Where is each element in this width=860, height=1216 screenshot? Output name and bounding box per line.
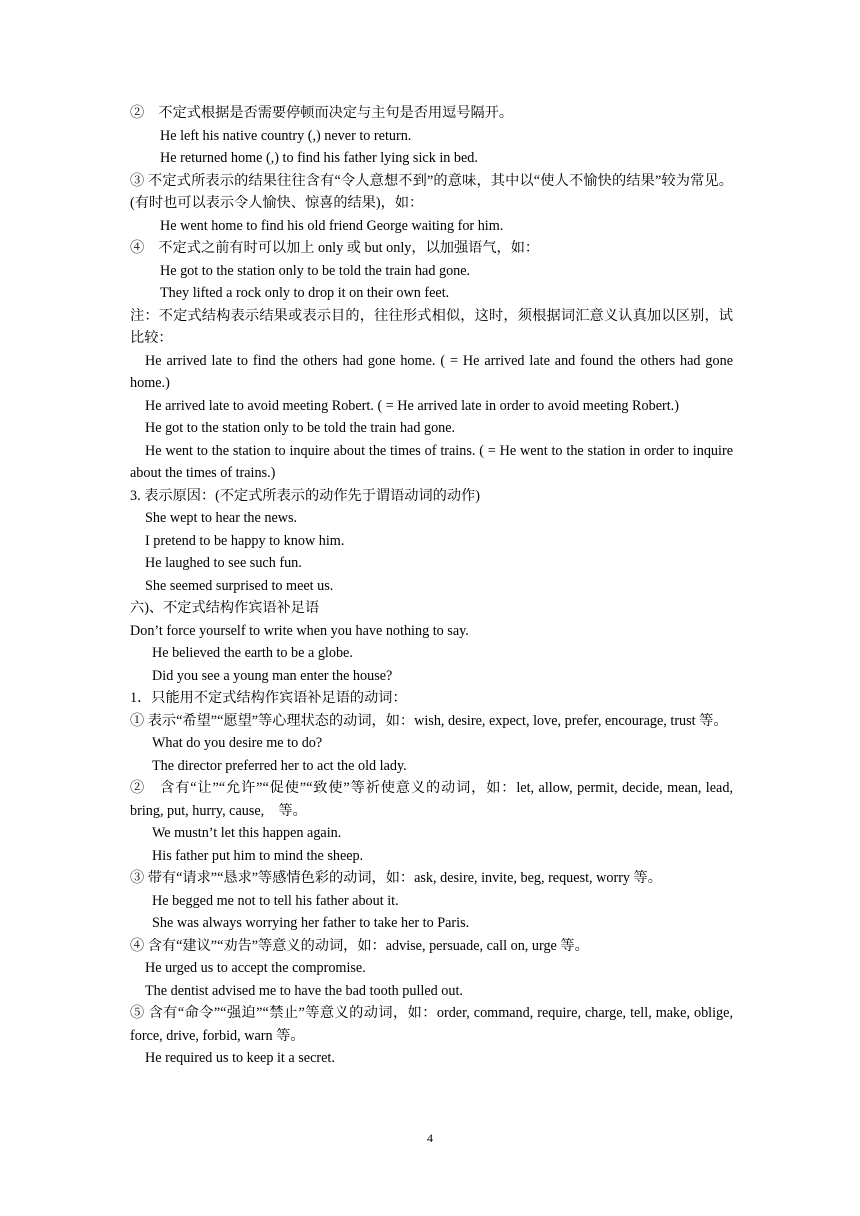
text-paragraph: ③ 不定式所表示的结果往往含有“令人意想不到”的意味，其中以“使人不愉快的结果”较为常见。(有时也可以表示令人愉快、惊喜的结果)，如：: [130, 172, 733, 211]
example-sentence: She wept to hear the news.: [145, 510, 298, 526]
page-body: [130, 102, 733, 1070]
text-line: ② 不定式根据是否需要停顿而决定与主句是否用逗号隔开。: [130, 105, 514, 121]
example-sentence: Did you see a young man enter the house?: [152, 667, 393, 684]
example-paragraph: He went to the station to inquire about the times of trains. ( = He went to the station in order to inquire about the times of trains.): [130, 442, 733, 481]
example-sentence: She seemed surprised to meet us.: [145, 577, 334, 594]
text-paragraph: ① 表示“希望”“愿望”等心理状态的动词，如：wish, desire, expect, love, prefer, encourage, trust 等。: [130, 712, 728, 729]
example-sentence: He urged us to accept the compromise.: [145, 960, 366, 976]
section-heading: 六)、不定式结构作宾语补足语: [130, 600, 320, 616]
example-sentence: The director preferred her to act the old lady.: [152, 757, 407, 774]
example-sentence: She was always worrying her father to take her to Paris.: [152, 915, 470, 931]
example-sentence: He begged me not to tell his father about it.: [152, 892, 399, 909]
example-sentence: The dentist advised me to have the bad tooth pulled out.: [145, 982, 463, 999]
example-sentence: He arrived late to avoid meeting Robert. ( = He arrived late in order to avoid meeting Robert.): [145, 397, 679, 414]
example-sentence: They lifted a rock only to drop it on their own feet.: [160, 285, 450, 301]
example-sentence: He believed the earth to be a globe.: [152, 645, 353, 661]
example-sentence: He returned home (,) to find his father lying sick in bed.: [160, 150, 478, 166]
example-sentence: I pretend to be happy to know him.: [145, 532, 345, 549]
example-sentence: He left his native country (,) never to return.: [160, 127, 412, 144]
example-sentence: He got to the station only to be told the train had gone.: [160, 262, 471, 279]
example-sentence: He got to the station only to be told the train had gone.: [145, 420, 456, 436]
text-line: ③ 带有“请求”“恳求”等感情色彩的动词，如：ask, desire, invite, beg, request, worry 等。: [130, 870, 662, 886]
page-number: 4: [427, 1131, 433, 1145]
text-paragraph: ② 含有“让”“允许”“促使”“致使”等祈使意义的动词，如：let, allow, permit, decide, mean, lead, bring, put, hurry, cause, 等。: [130, 780, 733, 819]
text-line: ④ 含有“建议”“劝告”等意义的动词，如：advise, persuade, call on, urge 等。: [130, 937, 589, 954]
example-sentence: He required us to keep it a secret.: [145, 1050, 335, 1066]
example-paragraph: He arrived late to find the others had gone home. ( = He arrived late and found the others had gone home.): [130, 352, 733, 391]
text-paragraph: ⑤ 含有“命令”“强迫”“禁止”等意义的动词，如：order, command, require, charge, tell, make, oblige, force, drive, forbid, warn 等。: [130, 1005, 733, 1044]
example-sentence: He laughed to see such fun.: [145, 555, 302, 571]
example-sentence: Don’t force yourself to write when you have nothing to say.: [130, 622, 469, 639]
example-sentence: His father put him to mind the sheep.: [152, 847, 364, 864]
example-sentence: He went home to find his old friend George waiting for him.: [160, 217, 504, 234]
example-sentence: What do you desire me to do?: [152, 735, 323, 751]
section-heading: 3. 表示原因：(不定式所表示的动作先于谓语动词的动作): [130, 487, 480, 504]
section-heading: 1．只能用不定式结构作宾语补足语的动词：: [130, 690, 407, 706]
example-sentence: We mustn’t let this happen again.: [152, 825, 342, 841]
note-paragraph: 注：不定式结构表示结果或表示目的，往往形式相似，这时，须根据词汇意义认真加以区别，试比较：: [130, 307, 733, 346]
text-line: ④ 不定式之前有时可以加上 only 或 but only，以加强语气，如：: [130, 240, 540, 256]
